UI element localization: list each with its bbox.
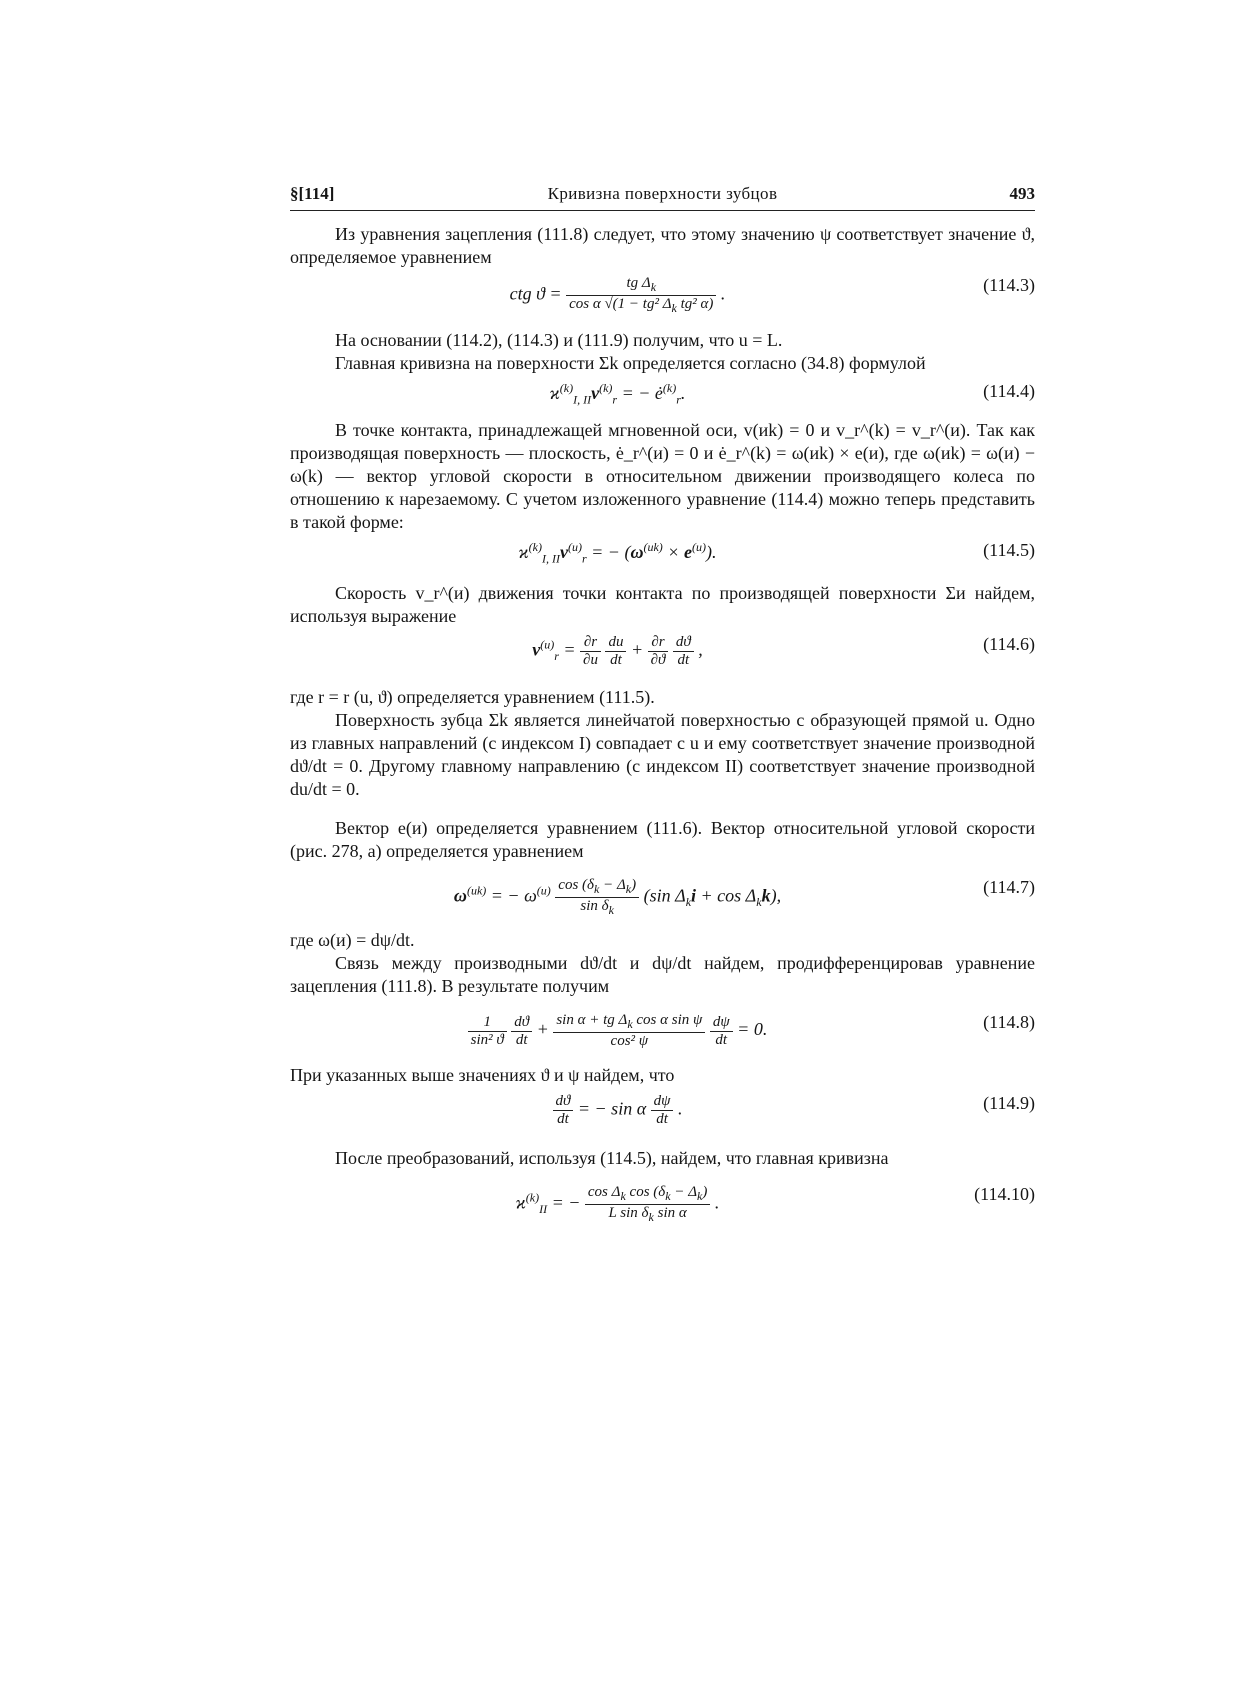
equation-114-7: [290, 871, 1035, 917]
equation-number: (114.9): [983, 1093, 1035, 1113]
formula: $ϰ^{(k)}_{II}$ = − $\frac{\cos \Delta_k \cos (\delta_k - \Delta_k)}{L \sin \delta_k \sin \alpha}$ .: [515, 1184, 720, 1224]
paragraph-7a: где ω(и) = dψ/dt.: [290, 930, 415, 950]
paragraph-2b: Главная кривизна на поверхности Σk определяется согласно (34.8) формулой: [335, 353, 926, 373]
page-number: 493: [1009, 184, 1035, 203]
equation-114-4: [290, 375, 1035, 411]
formula: $\omega^{(иk)}$ = − $\omega^{(и)}$ $\frac{\cos (\delta_k - \Delta_k)}{\sin \delta_k}$ (sin $\Delta_ki + \cos \Delta_kk$),: [453, 877, 782, 917]
formula: $ϰ^{(k)}_{I, II}v^{(и)}_r$ = − $(\omega^{(иk)} \times e^{(и)})$.: [518, 540, 717, 566]
equation-number: (114.4): [983, 381, 1035, 401]
equation-number: (114.8): [983, 1012, 1035, 1032]
paragraph-6: Вектор e(и) определяется уравнением (111.6). Вектор относительной угловой скорости (рис. 278, a) определяется уравнением: [290, 818, 1035, 861]
formula: $ϰ^{(k)}_{I, II}v^{(k)}_r$ = − $ė^{(k)}_r$.: [549, 381, 686, 407]
equation-114-6: [290, 628, 1035, 674]
equation-114-10: [290, 1178, 1035, 1224]
paragraph-5b: Поверхность зубца Σk является линейчатой поверхностью с образующей прямой u. Одно из главных направлений (с индексом I) совпадает с u и ему соответствует значение производной dϑ/dt = 0. Другому главному направлению (с индексом II) соответствует значение производной du/dt = 0.: [290, 710, 1035, 799]
section-mark: §[114]: [290, 184, 335, 203]
formula: $\frac{1}{\text{sin² ϑ}}$ $\frac{dϑ}{dt}$ + $\frac{\sin \alpha + tg \Delta_k \cos \alpha \sin \psi}{\text{cos² ψ}}$ $\frac{d\psi}{dt}$ = 0.: [290, 1012, 945, 1050]
formula: $v^{(и)}_r$ = $\frac{\partial r}{\partial u}$ $\frac{du}{dt}$ + $\frac{\partial r}{\partial ϑ}$ $\frac{dϑ}{dt}$ ,: [532, 634, 703, 668]
running-header: [290, 184, 1035, 211]
page-body: [290, 184, 1035, 1224]
paragraph-4: Скорость v_r^(и) движения точки контакта по производящей поверхности Σи найдем, используя выражение: [290, 583, 1035, 626]
running-title: Кривизна поверхности зубцов: [547, 184, 778, 203]
equation-114-5: [290, 534, 1035, 570]
equation-number: (114.7): [983, 877, 1035, 897]
formula: $\frac{dϑ}{dt}$ = − sin α $\frac{d\psi}{dt}$ .: [290, 1093, 945, 1128]
paragraph-8: При указанных выше значениях ϑ и ψ найдем, что: [290, 1065, 675, 1085]
paragraph-7b: Связь между производными dϑ/dt и dψ/dt найдем, продифференцировав уравнение зацепления (111.8). В результате получим: [290, 953, 1035, 996]
paragraph-5a: где r = r (u, ϑ) определяется уравнением (111.5).: [290, 687, 655, 707]
equation-number: (114.3): [983, 275, 1035, 295]
equation-114-8: [290, 1006, 1035, 1052]
paragraph-3: В точке контакта, принадлежащей мгновенной оси, v(иk) = 0 и v_r^(k) = v_r^(и). Так как производящая поверхность — плоскость, ė_r^(и) = 0 и ė_r^(k) = ω(иk) × e(и), где ω(иk) = ω(и) − ω(k) — вектор угловой скорости в относительном движении производящего колеса по отношению к нарезаемому. С учетом изложенного уравнение (114.4) можно теперь представить в такой форме:: [290, 420, 1035, 532]
paragraph-9: После преобразований, используя (114.5), найдем, что главная кривизна: [335, 1148, 889, 1168]
equation-number: (114.6): [983, 634, 1035, 654]
paragraph-1: Из уравнения зацепления (111.8) следует, что этому значению ψ соответствует значение ϑ, определяемое уравнением: [290, 224, 1035, 267]
formula: ctg ϑ = $\frac{tg \Delta_k}{\cos \alpha √(1 - tg^2 \Delta_k tg^2 \alpha)}$ .: [509, 275, 726, 315]
equation-number: (114.5): [983, 540, 1035, 560]
equation-number: (114.10): [974, 1184, 1035, 1204]
equation-114-9: [290, 1087, 1035, 1131]
equation-114-3: [290, 269, 1035, 313]
paragraph-2a: На основании (114.2), (114.3) и (111.9) получим, что u = L.: [335, 330, 783, 350]
